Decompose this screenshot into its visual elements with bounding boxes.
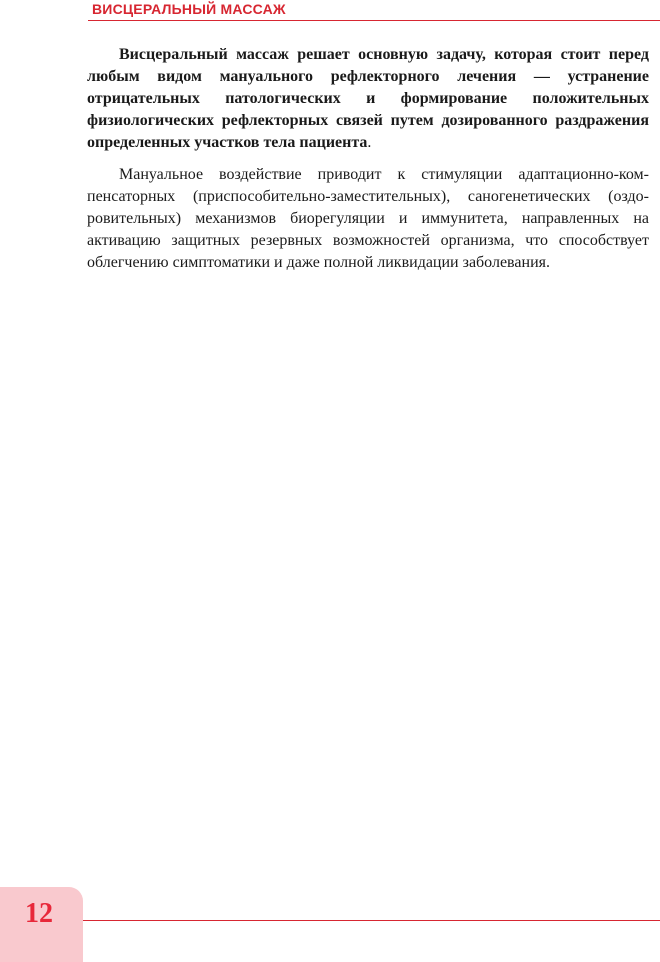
running-header-title: ВИСЦЕРАЛЬНЫЙ МАССАЖ <box>92 1 286 17</box>
page-number: 12 <box>25 898 53 929</box>
page-body <box>87 44 649 284</box>
paragraph-1 <box>87 44 649 154</box>
running-header <box>88 0 660 22</box>
paragraph-1-text: Висцеральный массаж решает основную задачу, которая стоит перед любым видом мануального рефлекторного лечения — устранение отрицательных патологических и формирование положительных физиологических рефлекторных связей путем дозированного раздражения определенных участков тела пациента <box>87 46 649 151</box>
paragraph-1-period: . <box>367 134 372 151</box>
paragraph-2: Мануальное воздействие приводит к стимуляции адаптационно-компенсаторных (приспособительно-заместительных), саногенетических (оздоровительных) механизмов биорегуляции и иммунитета, направленных на активацию защитных резервных возможностей организма, что способствует облегчению симптоматики и даже полной ликвидации заболевания. <box>87 166 649 271</box>
header-divider <box>88 20 660 21</box>
footer-divider <box>83 920 660 921</box>
